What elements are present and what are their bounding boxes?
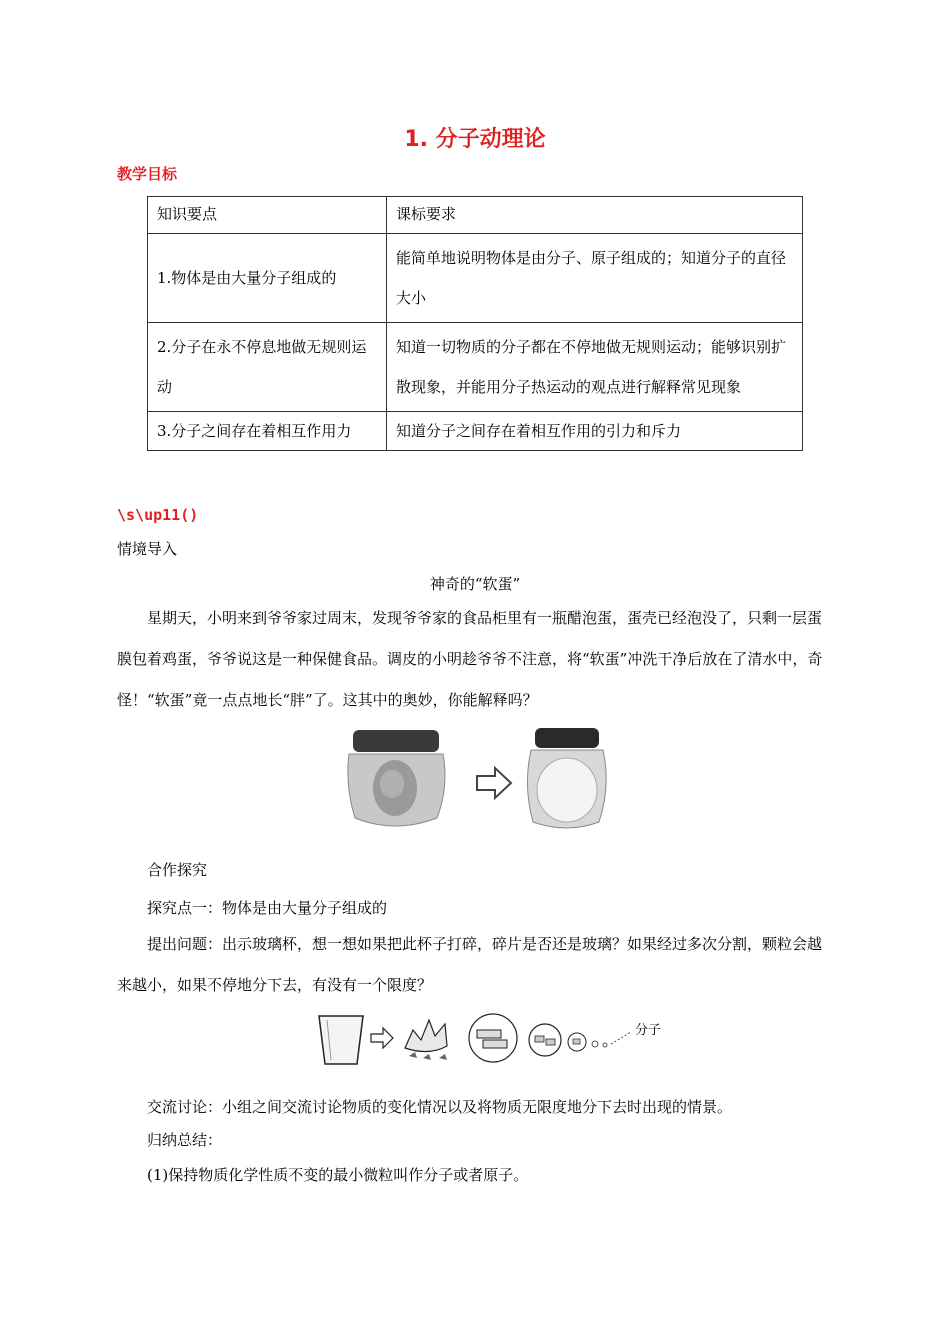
table-header-cell: 课标要求 [387, 197, 803, 234]
intro-label: 情境导入 [117, 540, 178, 558]
soft-egg-jars-figure [345, 726, 607, 834]
summary-item-1: (1)保持物质化学性质不变的最小微粒叫作分子或者原子。 [147, 1166, 529, 1184]
table-cell: 知道分子之间存在着相互作用的引力和斥力 [387, 412, 803, 451]
page-title: 1. 分子动理论 [404, 127, 546, 152]
section-heading-goals: 教学目标 [117, 165, 178, 183]
molecule-dots-icon [592, 1032, 631, 1047]
discussion-paragraph: 交流讨论：小组之间交流讨论物质的变化情况以及将物质无限度地分下去时出现的情景。 [147, 1098, 733, 1116]
molecule-label: 分子 [635, 1023, 662, 1038]
small-fragments-circle-icon [529, 1024, 561, 1056]
table-cell: 能简单地说明物体是由分子、原子组成的；知道分子的直径大小 [387, 234, 803, 323]
glass-cup-icon [319, 1016, 363, 1064]
point1-heading: 探究点一：物体是由大量分子组成的 [147, 899, 388, 917]
field-code-line: \s\up11() [117, 506, 199, 524]
table-cell: 2.分子在永不停息地做无规则运动 [148, 323, 387, 412]
particle-circle-icon [568, 1033, 586, 1051]
table-header-row [148, 197, 803, 234]
summary-label: 归纳总结： [147, 1131, 223, 1149]
jar-before-icon [348, 730, 445, 826]
table-header-cell: 知识要点 [148, 197, 387, 234]
table-cell: 3.分子之间存在着相互作用力 [148, 412, 387, 451]
jar-after-icon [527, 728, 606, 828]
glass-division-figure [313, 1012, 673, 1070]
broken-glass-icon [405, 1020, 447, 1060]
table-row [148, 323, 803, 412]
fragments-circle-icon [469, 1014, 517, 1062]
arrow-right-icon [477, 768, 511, 798]
table-cell: 知道一切物质的分子都在不停地做无规则运动；能够识别扩散现象，并能用分子热运动的观点进行解释常见现象 [387, 323, 803, 412]
table-cell: 1.物体是由大量分子组成的 [148, 234, 387, 323]
table-row [148, 234, 803, 323]
table-row [148, 412, 803, 451]
question-paragraph: 提出问题：出示玻璃杯，想一想如果把此杯子打碎，碎片是否还是玻璃？如果经过多次分割，颗粒会越来越小，如果不停地分下去，有没有一个限度？ [117, 935, 823, 994]
coop-label: 合作探究 [147, 861, 208, 879]
story-title: 神奇的“软蛋” [429, 575, 521, 593]
story-paragraph: 星期天，小明来到爷爷家过周末，发现爷爷家的食品柜里有一瓶醋泡蛋，蛋壳已经泡没了，只剩一层蛋膜包着鸡蛋，爷爷说这是一种保健食品。调皮的小明趁爷爷不注意，将“软蛋”冲洗干净后放在了清水中，奇怪！“软蛋”竟一点点地长“胖”了。这其中的奥妙，你能解释吗？ [117, 609, 823, 709]
goals-table [147, 196, 803, 451]
arrow-right-icon [371, 1028, 393, 1048]
